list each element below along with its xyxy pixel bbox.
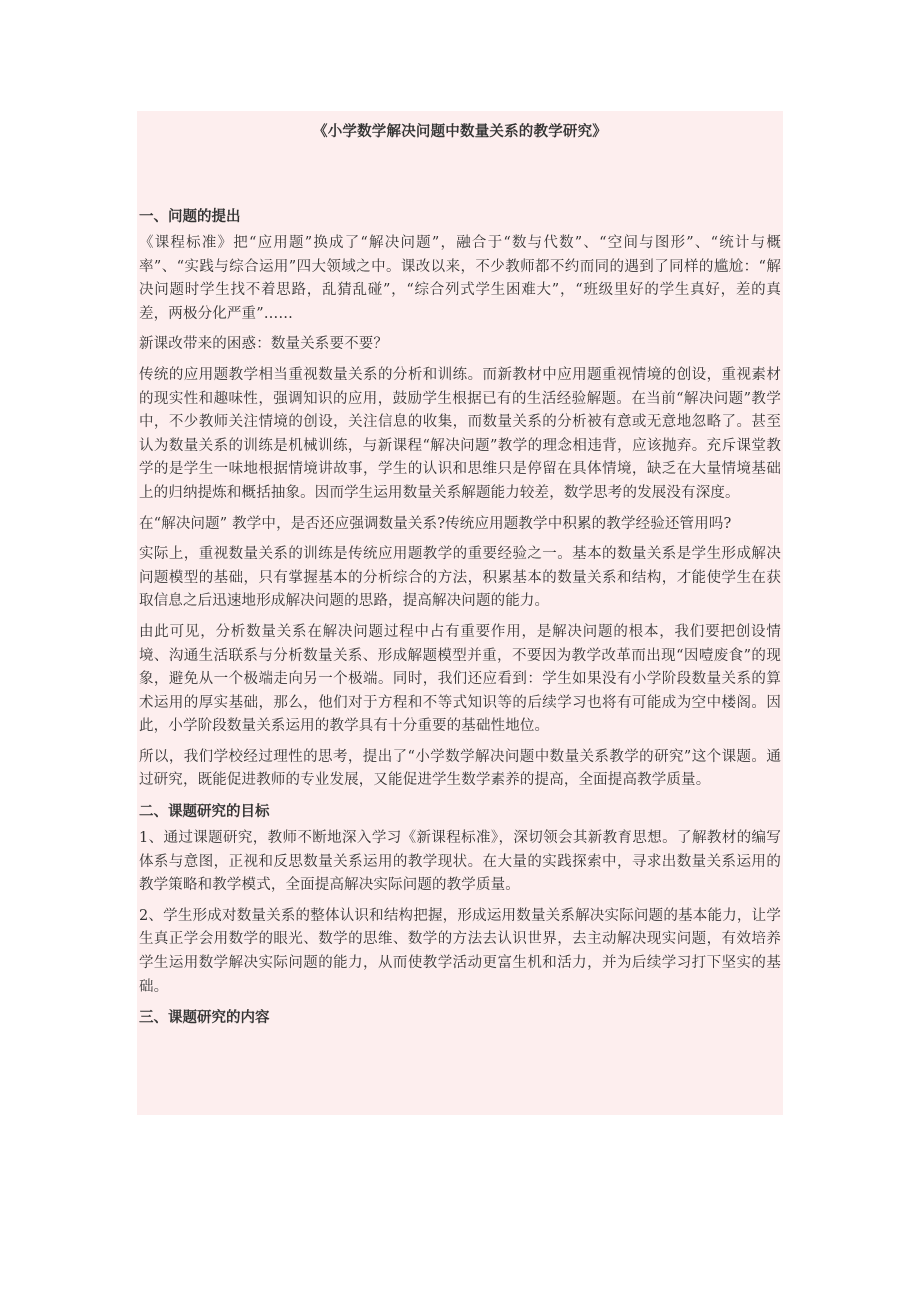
section-heading: 三、课题研究的内容 <box>139 1009 270 1027</box>
section-goals <box>137 800 783 999</box>
document-title: 《小学数学解决问题中数量关系的教学研究》 <box>313 123 607 140</box>
paragraph: 在“解决问题” 教学中，是否还应强调数量关系?传统应用题教学中积累的教学经验还管用吗? <box>139 515 732 532</box>
section-problem <box>137 205 783 793</box>
paragraph: 2、学生形成对数量关系的整体认识和结构把握，形成运用数量关系解决实际问题的基本能力，让学生真正学会用数学的眼光、数学的思维、数学的方法去认识世界，去主动解决现实问题，有效培养学生运用数学解决实际问题的能力，从而使教学活动更富生机和活力，并为后续学习打下坚实的基础。 <box>139 907 781 995</box>
document-block <box>137 111 783 1115</box>
paragraph: 实际上，重视数量关系的训练是传统应用题教学的重要经验之一。基本的数量关系是学生形成解决问题模型的基础，只有掌握基本的分析综合的方法，积累基本的数量关系和结构，才能使学生在获取信息之后迅速地形成解决问题的思路，提高解决问题的能力。 <box>139 546 781 610</box>
title-spacer <box>137 143 783 205</box>
paragraph: 《课程标准》把“应用题”换成了“解决问题”，融合于“数与代数”、“空间与图形”、“统计与概率”、“实践与综合运用”四大领域之中。课改以来，不少教师都不约而同的遇到了同样的尴尬：“解决问题时学生找不着思路，乱猜乱碰”，“综合列式学生困难大”，“班级里好的学生真好，差的真差，两极分化严重”…… <box>139 235 781 322</box>
paragraph: 由此可见，分析数量关系在解决问题过程中占有重要作用，是解决问题的根本，我们要把创设情境、沟通生活联系与分析数量关系、形成解题模型并重，不要因为教学改革而出现“因噎废食”的现象，避免从一个极端走向另一个极端。同时，我们还应看到：学生如果没有小学阶段数量关系的算术运用的厚实基础，那么，他们对于方程和不等式知识等的后续学习也将有可能成为空中楼阁。因此，小学阶段数量关系运用的教学具有十分重要的基础性地位。 <box>139 623 781 735</box>
paragraph: 传统的应用题教学相当重视数量关系的分析和训练。而新教材中应用题重视情境的创设，重视素材的现实性和趣味性，强调知识的应用，鼓励学生根据已有的生活经验解题。在当前“解决问题”教学中，不少教师关注情境的创设，关注信息的收集，而数量关系的分析被有意或无意地忽略了。甚至认为数量关系的训练是机械训练，与新课程“解决问题”教学的理念相违背，应该抛弃。充斥课堂教学的是学生一味地根据情境讲故事，学生的认识和思维只是停留在具体情境，缺乏在大量情境基础上的归纳提炼和概括抽象。因而学生运用数量关系解题能力较差，数学思考的发展没有深度。 <box>139 366 781 501</box>
paragraph: 所以，我们学校经过理性的思考，提出了“小学数学解决问题中数量关系教学的研究”这个课题。通过研究，既能促进教师的专业发展，又能促进学生数学素养的提高，全面提高教学质量。 <box>139 748 781 789</box>
section-heading: 二、课题研究的目标 <box>139 803 270 821</box>
paragraph: 新课改带来的困惑：数量关系要不要？ <box>139 336 389 353</box>
section-heading: 一、问题的提出 <box>139 208 241 225</box>
section-content <box>137 1006 783 1030</box>
paragraph: 1、通过课题研究，教师不断地深入学习《新课程标准》，深切领会其新教育思想。了解教材的编写体系与意图，正视和反思数量关系运用的教学现状。在大量的实践探索中，寻求出数量关系运用的教学策略和教学模式，全面提高解决实际问题的教学质量。 <box>139 830 781 894</box>
